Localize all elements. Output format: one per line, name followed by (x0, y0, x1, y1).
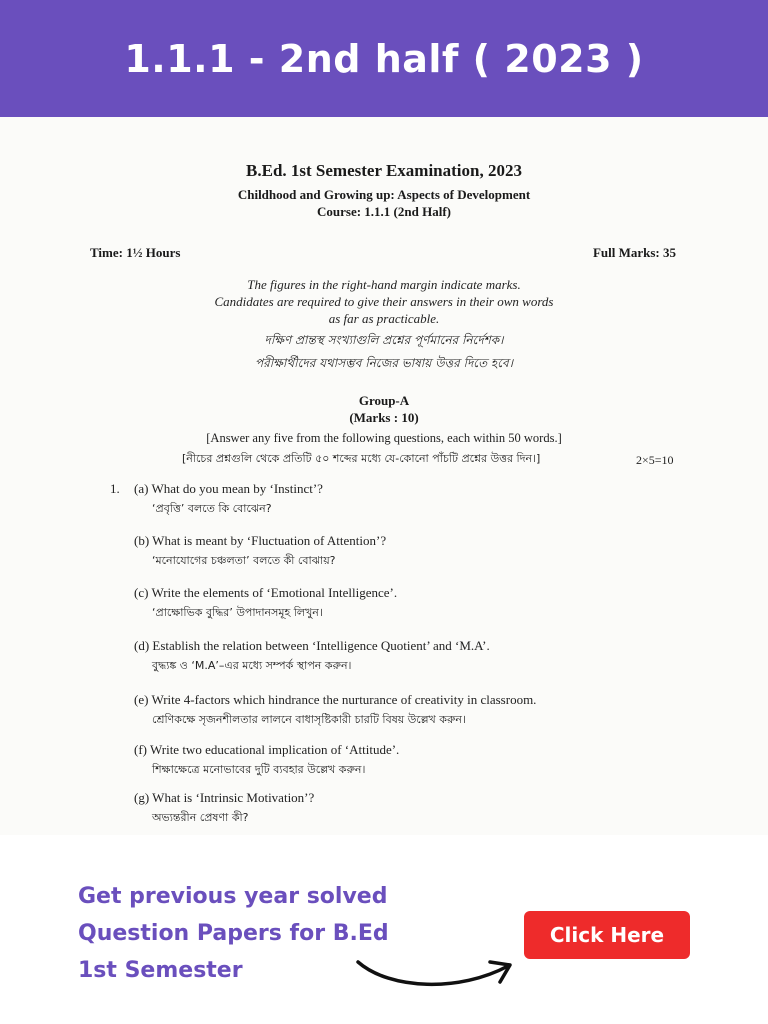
instruction-line-bn: দক্ষিণ প্রান্তস্থ সংখ্যাগুলি প্রশ্নের পূর্ণমানের নির্দেশক। (264, 333, 504, 347)
question-item (134, 790, 314, 828)
full-marks-label: Full Marks: 35 (592, 245, 676, 260)
question-item (134, 585, 397, 623)
exam-title: B.Ed. 1st Semester Examination, 2023 (246, 161, 522, 180)
exam-paper-image (0, 117, 768, 835)
question-text: (b) What is meant by ‘Fluctuation of Attention’? (134, 533, 387, 548)
question-text: (a) What do you mean by ‘Instinct’? (134, 481, 323, 496)
question-text-bn: ‘প্রাক্ষোভিক বুদ্ধির’ উপাদানসমূহ লিখুন। (152, 606, 323, 619)
question-text: (d) Establish the relation between ‘Intelligence Quotient’ and ‘M.A’. (134, 638, 490, 653)
click-here-button[interactable]: Click Here (524, 911, 690, 959)
question-text: (f) Write two educational implication of ‘Attitude’. (134, 742, 400, 757)
answer-note: [Answer any five from the following questions, each within 50 words.] (206, 431, 562, 445)
curved-arrow-icon (350, 948, 520, 998)
instruction-line: The figures in the right-hand margin indicate marks. (247, 277, 521, 292)
header-banner (0, 0, 768, 117)
question-item (134, 692, 536, 730)
answer-note-bn: [নীচের প্রশ্নগুলি থেকে প্রতিটি ৫০ শব্দের মধ্যে যে-কোনো পাঁচটি প্রশ্নের উত্তর দিন।] (182, 452, 541, 465)
question-text-bn: ‘প্রবৃত্তি’ বলতে কি বোঝেন? (152, 502, 272, 515)
question-item (134, 638, 490, 676)
time-label: Time: 1½ Hours (90, 245, 181, 260)
question-text-bn: শ্রেণিকক্ষে সৃজনশীলতার লালনে বাধাসৃষ্টিকারী চারটি বিষয় উল্লেখ করুন। (152, 713, 466, 726)
subject-title: Childhood and Growing up: Aspects of Development (237, 187, 531, 202)
promo-text-line: Get previous year solved (78, 884, 388, 909)
promo-text-line: Question Papers for B.Ed (78, 921, 389, 946)
group-title: Group-A (358, 393, 410, 408)
question-number: 1. (110, 481, 120, 496)
instruction-line-bn: পরীক্ষার্থীদের যথাসম্ভব নিজের ভাষায় উত্তর দিতে হবে। (255, 356, 513, 370)
question-text: (g) What is ‘Intrinsic Motivation’? (134, 790, 315, 805)
question-item (134, 533, 386, 571)
marks-allocation: 2×5=10 (636, 453, 674, 467)
question-text-bn: ‘মনোযোগের চঞ্চলতা’ বলতে কী বোঝায়? (152, 554, 336, 567)
instruction-line: as far as practicable. (328, 311, 440, 326)
question-text-bn: শিক্ষাক্ষেত্রে মনোভাবের দুটি ব্যবহার উল্লেখ করুন। (152, 763, 366, 776)
course-label: Course: 1.1.1 (2nd Half) (317, 204, 451, 219)
page-title: 1.1.1 - 2nd half ( 2023 ) (124, 36, 644, 81)
question-text: (e) Write 4-factors which hindrance the nurturance of creativity in classroom. (134, 692, 537, 707)
question-text-bn: অভ্যন্তরীন প্রেষণা কী? (152, 811, 249, 824)
question-item (134, 481, 323, 519)
group-marks: (Marks : 10) (349, 410, 419, 425)
question-text-bn: বুদ্ধ্যঙ্ক ও ‘M.A’–এর মধ্যে সম্পর্ক স্থাপন করুন। (152, 659, 352, 672)
question-item (134, 742, 399, 780)
question-text: (c) Write the elements of ‘Emotional Intelligence’. (134, 585, 398, 600)
instruction-line: Candidates are required to give their answers in their own words (214, 294, 554, 309)
promo-text-line: 1st Semester (78, 958, 243, 983)
